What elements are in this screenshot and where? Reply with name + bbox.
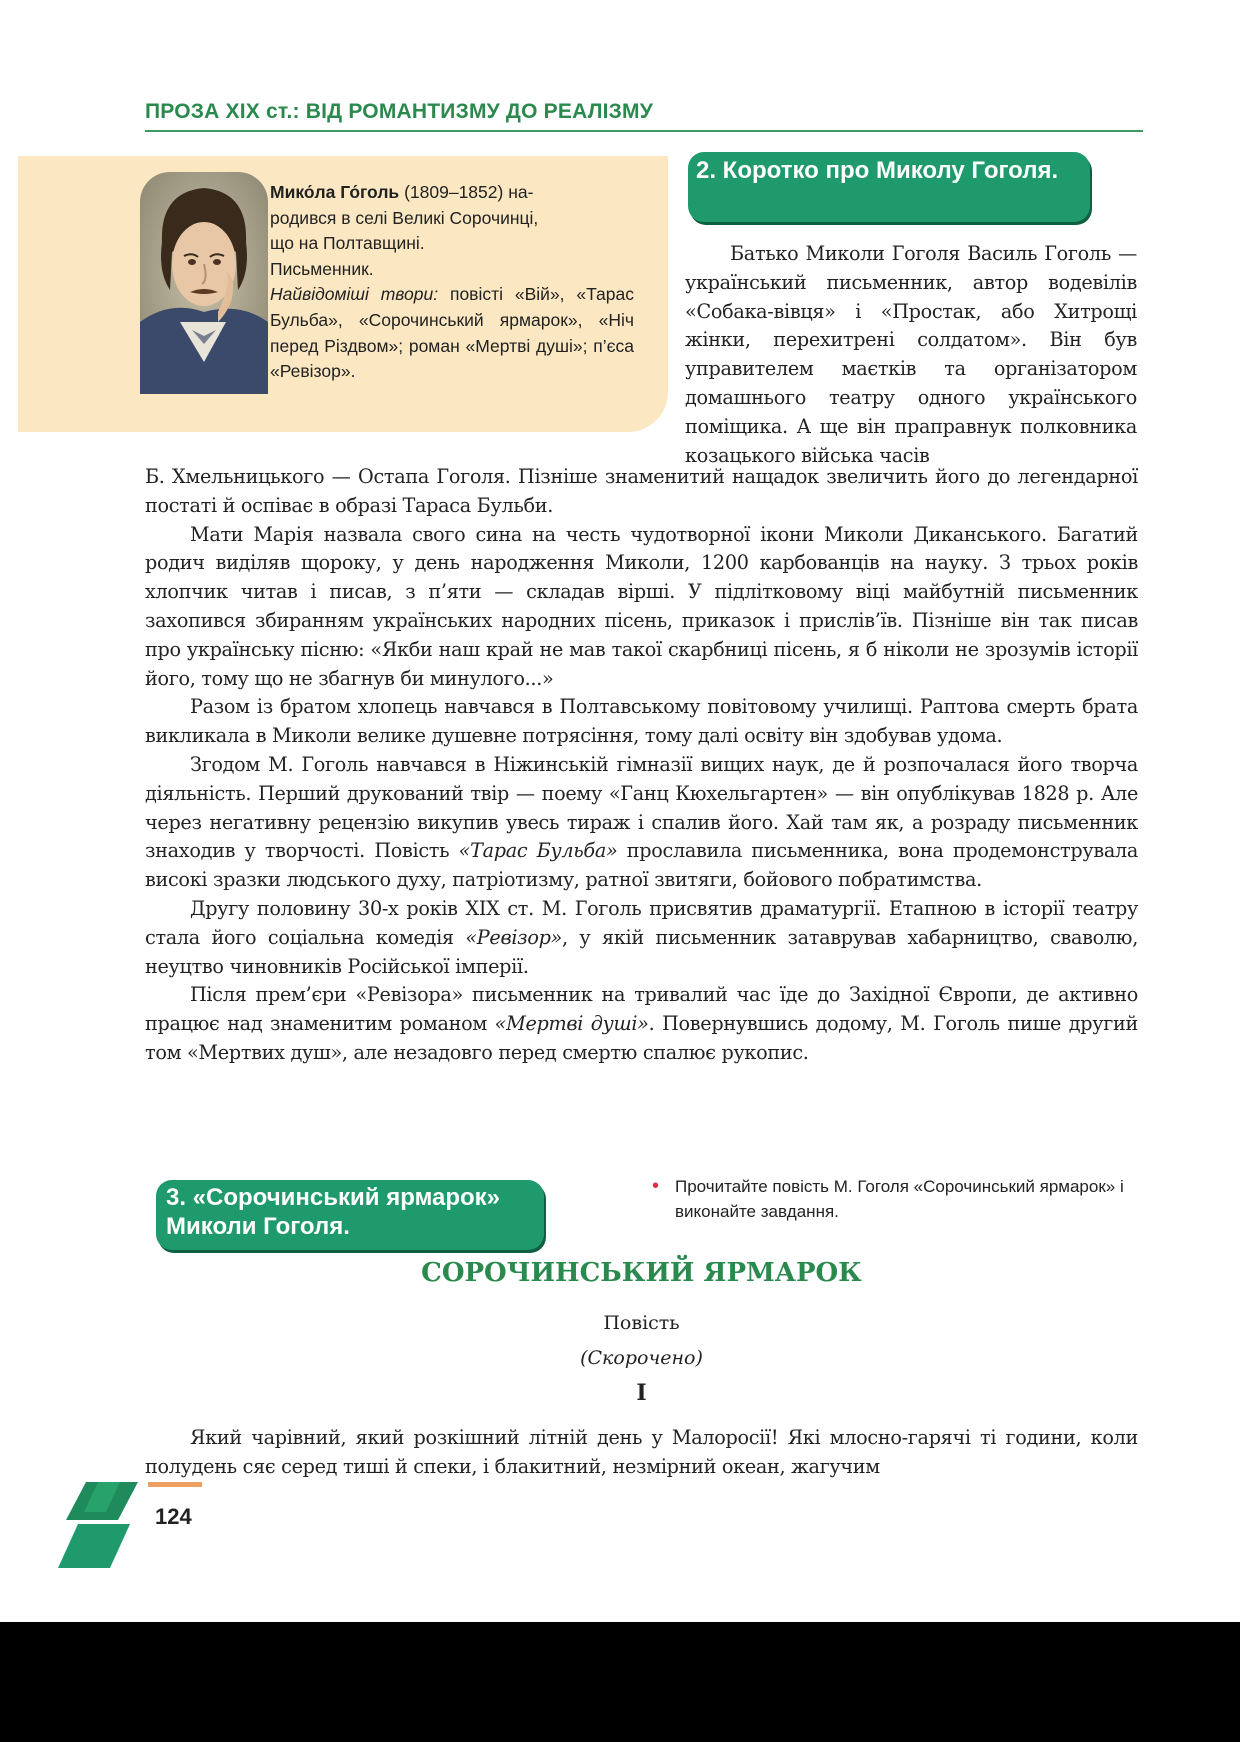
works-label: Найвідоміші твори: bbox=[270, 284, 439, 305]
info-line-1: родився в селі Великі Сорочинці, bbox=[270, 207, 539, 228]
italic-title: «Мертві душі» bbox=[494, 1012, 649, 1036]
text-run: Другу половину 30-х років XIX ст. М. Гоголь присвятив драматургії. Етапною в історії театру стала його соціальна комедія bbox=[145, 896, 1138, 949]
text-run: прославила письменника, вона продемонструвала високі зразки людського духу, патріотизму, ратної звитяги, бойового побратимства. bbox=[145, 839, 1138, 892]
paragraph: Разом із братом хлопець навчався в Полтавському повітовому училищі. Раптова смерть брата викликала в Миколи велике душевне потрясіння, тому далі освіту він здобував удома. bbox=[145, 695, 1138, 748]
text-run: Згодом М. Гоголь навчався в Ніжинській гімназії вищих наук, де й розпочалася його творча діяльність. Перший друкований твір — поему «Ганц Кюхельгартен» — він опублікував 1828 р. Але через негативну рецензію викупив увесь тираж і спалив його. Хай там як, а розраду письменник знаходив у творчості. Повість bbox=[145, 752, 1138, 863]
paragraph: Який чарівний, який розкішний літній день у Малоросії! Які млосно-гарячі ті години, коли полудень сяє серед тиші й спеки, і блакитний, незмірний океан, жагучим bbox=[145, 1426, 1138, 1478]
story-abridged-note: (Скорочено) bbox=[580, 1347, 703, 1369]
story-text bbox=[145, 1424, 1138, 1482]
header-divider bbox=[145, 130, 1143, 132]
paragraph bbox=[145, 751, 1138, 895]
paragraph: Батько Миколи Гоголя Василь Гоголь — український письменник, автор водевілів «Собака-вівця» і «Простак, або Хитрощі жінки, перехитрені солдатом». Він був управителем маєтків та організатором домашнього театру одного українського поміщика. А ще він праправнук полковника козацького війська часів bbox=[685, 242, 1137, 467]
italic-title: «Ревізор» bbox=[465, 925, 562, 949]
right-column-text bbox=[685, 240, 1137, 470]
author-years: (1809–1852) на- bbox=[404, 182, 534, 202]
author-name: Мико́ла Го́голь bbox=[270, 182, 400, 202]
task-text: Прочитайте повість М. Гоголя «Сорочинський ярмарок» і виконайте завдання. bbox=[675, 1177, 1124, 1221]
info-line-3: Письменник. bbox=[270, 258, 374, 279]
story-genre: Повість bbox=[603, 1312, 680, 1334]
paragraph: Б. Хмельницького — Остапа Гоголя. Пізніше знаменитий нащадок звеличить його до легендарної постаті й оспіває в образі Тараса Бульби. bbox=[145, 465, 1138, 517]
gogol-portrait bbox=[140, 172, 268, 394]
section-3-heading: 3. «Сорочинський ярмарок» Миколи Гоголя. bbox=[156, 1180, 544, 1250]
paragraph bbox=[145, 895, 1138, 981]
info-line-2: що на Полтавщині. bbox=[270, 233, 425, 254]
page-number: 124 bbox=[155, 1504, 192, 1529]
text-run: . Повернувшись додому, М. Гоголь пише другий том «Мертвих душ», але незадовго перед смертю спалює рукопис. bbox=[145, 1012, 1138, 1064]
works-text: повісті «Вій», «Тарас Бульба», «Сорочинський ярмарок», «Ніч перед Різдвом»; роман «Мертві душі»; п’єса «Ревізор». bbox=[270, 284, 634, 382]
chapter-number: I bbox=[636, 1380, 647, 1406]
paragraph: Мати Марія назвала свого сина на честь чудотворної ікони Миколи Диканського. Багатий родич виділяв щороку, у день народження Миколи, 1200 карбованців на науку. З трьох років хлопчик читав і писав, з п’яти — складав вірші. У підлітковому віці майбутній письменник захопився збиранням українських народних пісень, приказок і прислів’їв. Пізніше він так писав про українську пісню: «Якби наш край не мав такої скарбниці пісень, я б ніколи не зрозумів історії його, тому що не збагнув би минулого...» bbox=[145, 522, 1138, 690]
text-run: Після прем’єри «Ревізора» письменник на тривалий час їде до Західної Європи, де активно працює над знаменитим романом bbox=[145, 983, 1138, 1036]
paragraph bbox=[145, 981, 1138, 1067]
main-text bbox=[145, 463, 1138, 1068]
author-info-text bbox=[270, 180, 634, 385]
story-title: СОРОЧИНСЬКИЙ ЯРМАРОК bbox=[421, 1258, 862, 1288]
running-head: ПРОЗА XIX ст.: ВІД РОМАНТИЗМУ ДО РЕАЛІЗМУ bbox=[145, 100, 653, 123]
reading-task bbox=[650, 1174, 1138, 1224]
text-run: , у якій письменник затаврував хабарництво, сваволю, неуцтво чиновників Російської імперії. bbox=[145, 925, 1139, 978]
bullet-icon: • bbox=[652, 1175, 660, 1197]
section-2-heading: 2. Коротко про Миколу Гоголя. bbox=[688, 152, 1090, 222]
italic-title: «Тарас Бульба» bbox=[458, 839, 618, 863]
